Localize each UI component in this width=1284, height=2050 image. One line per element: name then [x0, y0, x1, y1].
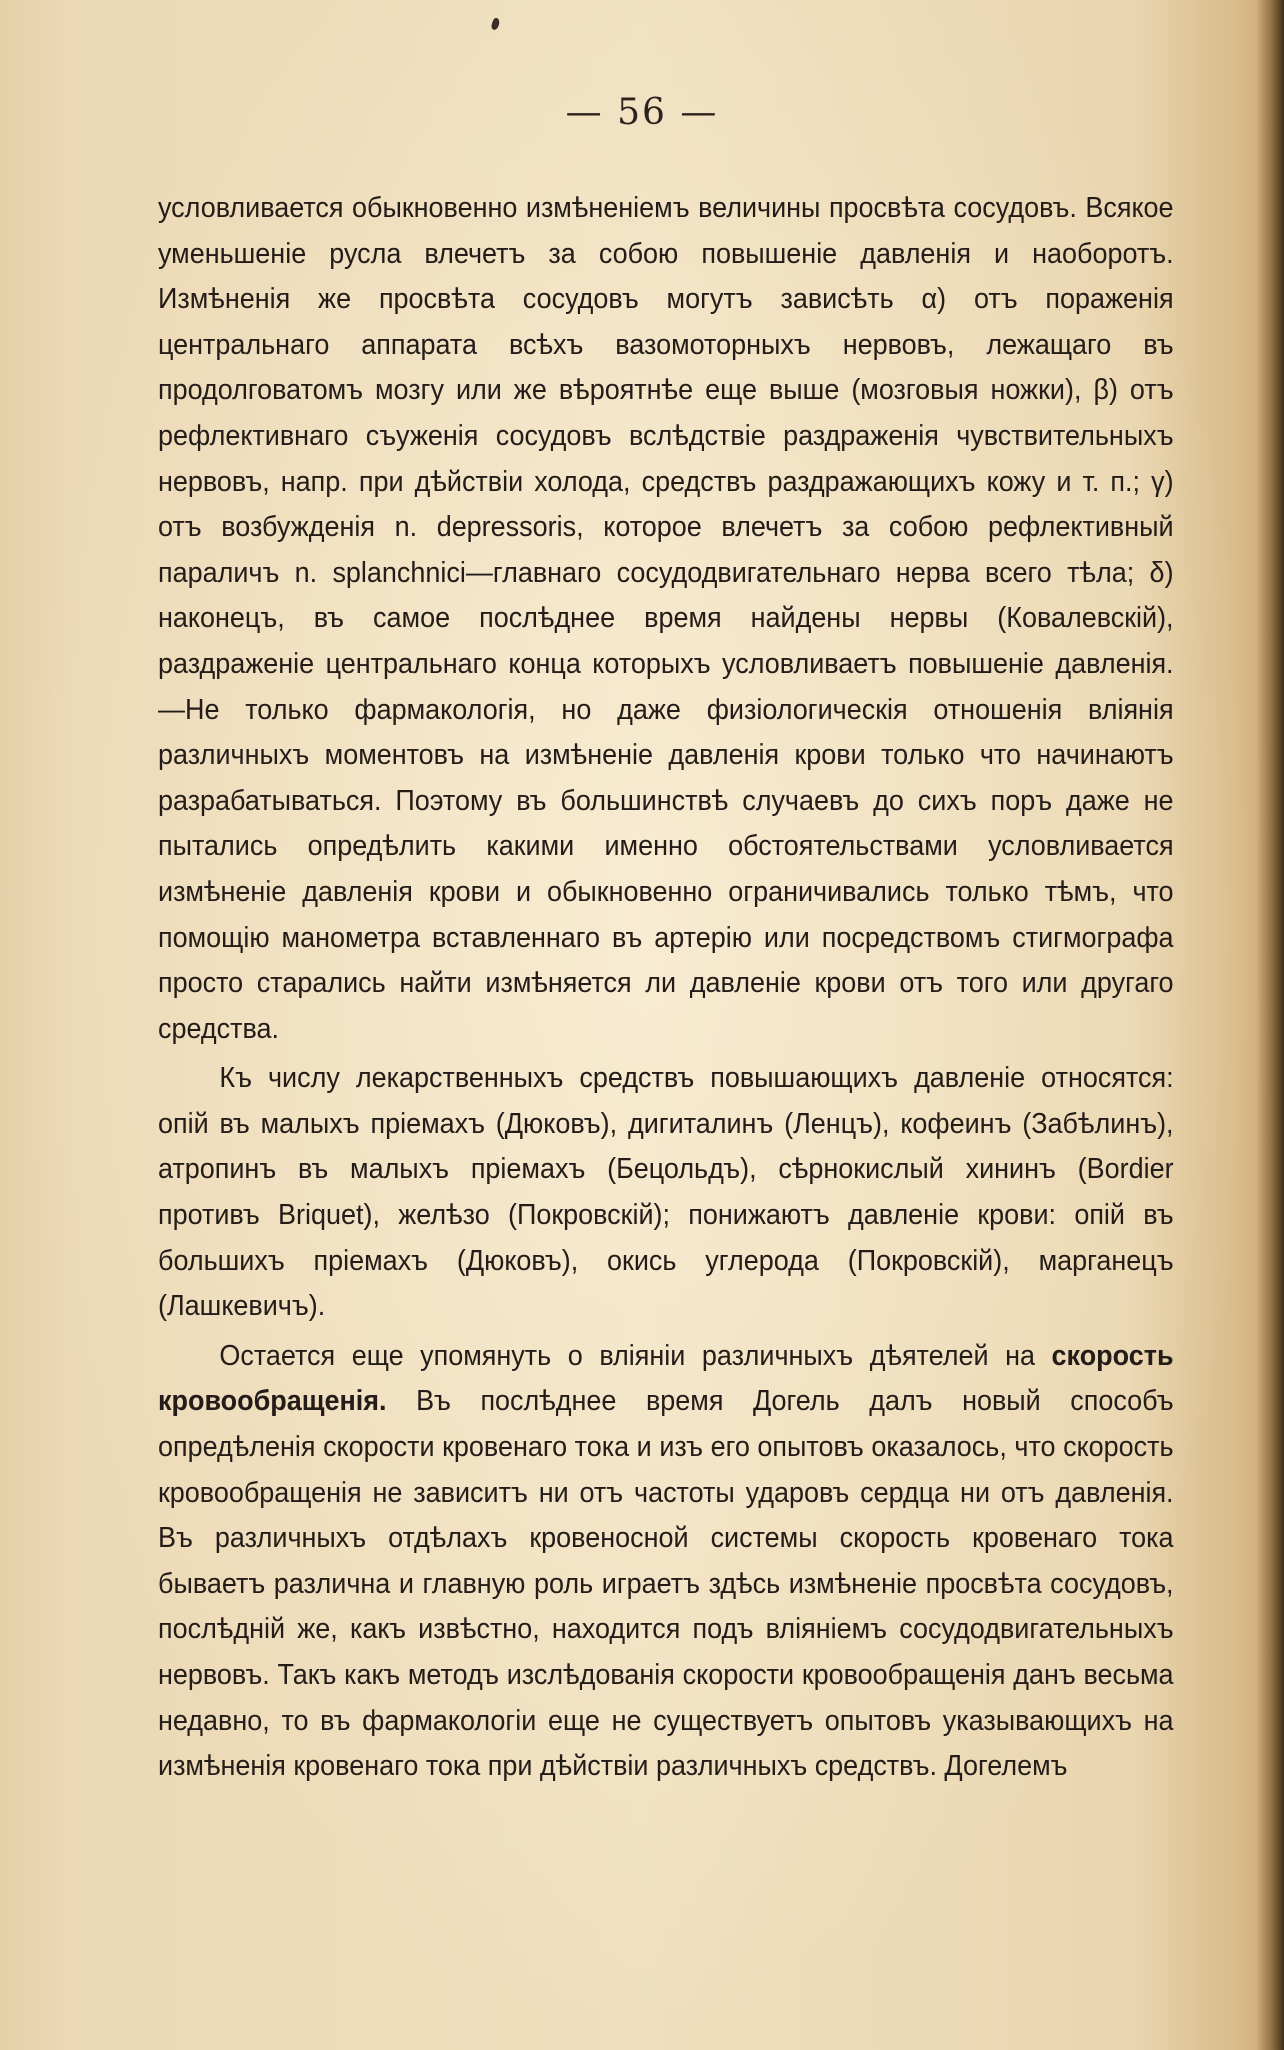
paragraph-3-text-start: Остается еще упомянуть о вліяніи различныхъ дѣятелей на — [219, 1339, 1052, 1372]
binding-gutter-shadow — [1256, 0, 1284, 2050]
ink-speck — [490, 17, 501, 31]
page-number: — 56 — — [565, 92, 719, 133]
paragraph-2 — [158, 1056, 1174, 1330]
paragraph-3-bold-term: скорость кровообращенія. — [158, 1339, 1174, 1418]
paragraph-3 — [158, 1334, 1174, 1790]
paragraph-3-text-rest: Въ послѣднее время Догель далъ новый способъ опредѣленія скорости кровенаго тока и изъ его опытовъ оказалось, что скорость кровообращенія не зависитъ ни отъ частоты ударовъ сердца ни отъ давленія. Въ различныхъ отдѣлахъ кровеносной системы скорость кровенаго тока бываетъ различна и главную роль играетъ здѣсь измѣненіе просвѣта сосудовъ, послѣдній же, какъ извѣстно, находится подъ вліяніемъ сосудодвигательныхъ нервовъ. Такъ какъ методъ изслѣдованія скорости кровообращенія данъ весьма недавно, то въ фармакологіи еще не существуетъ опытовъ указывающихъ на измѣненія кровенаго тока при дѣйствіи различныхъ средствъ. Догелемъ — [158, 1385, 1174, 1783]
paragraph-1-text: условливается обыкновенно измѣненіемъ величины просвѣта сосудовъ. Всякое уменьшеніе русла влечетъ за собою повышеніе давленія и наоборотъ. Измѣненія же просвѣта сосудовъ могутъ зависѣть α) отъ пораженія центральнаго аппарата всѣхъ вазомоторныхъ нервовъ, лежащаго въ продолговатомъ мозгу или же вѣроятнѣе еще выше (мозговыя ножки), β) отъ рефлективнаго съуженія сосудовъ вслѣдствіе раздраженія чувствительныхъ нервовъ, напр. при дѣйствіи холода, средствъ раздражающихъ кожу и т. п.; γ) отъ возбужденія n. depressoris, которое влечетъ за собою рефлективный параличъ n. splanchnici—главнаго сосудодвигательнаго нерва всего тѣла; δ) наконецъ, въ самое послѣднее время найдены нервы (Ковалевскій), раздраженіе центральнаго конца которыхъ условливаетъ повышеніе давленія.—Не только фармакологія, но даже физіологическія отношенія вліянія различныхъ моментовъ на измѣненіе давленія крови только что начинаютъ разрабатываться. Поэтому въ большинствѣ случаевъ до сихъ поръ даже не пытались опредѣлить какими именно обстоятельствами условливается измѣненіе давленія крови и обыкновенно ограничивались только тѣмъ, что помощію манометра вставленнаго въ артерію или посредствомъ стигмографа просто старались найти измѣняется ли давленіе крови отъ того или другаго средства. — [158, 192, 1174, 1045]
paragraph-2-text: Къ числу лекарственныхъ средствъ повышающихъ давленіе относятся: опій въ малыхъ пріемахъ (Дюковъ), дигиталинъ (Ленцъ), кофеинъ (Забѣлинъ), атропинъ въ малыхъ пріемахъ (Бецольдъ), сѣрнокислый хининъ (Bordier противъ Briquet), желѣзо (Покровскій); понижаютъ давленіе крови: опій въ большихъ пріемахъ (Дюковъ), окись углерода (Покровскій), марганецъ (Лашкевичъ). — [158, 1062, 1174, 1323]
paragraph-1 — [158, 186, 1174, 1052]
body-text — [158, 186, 1174, 1790]
